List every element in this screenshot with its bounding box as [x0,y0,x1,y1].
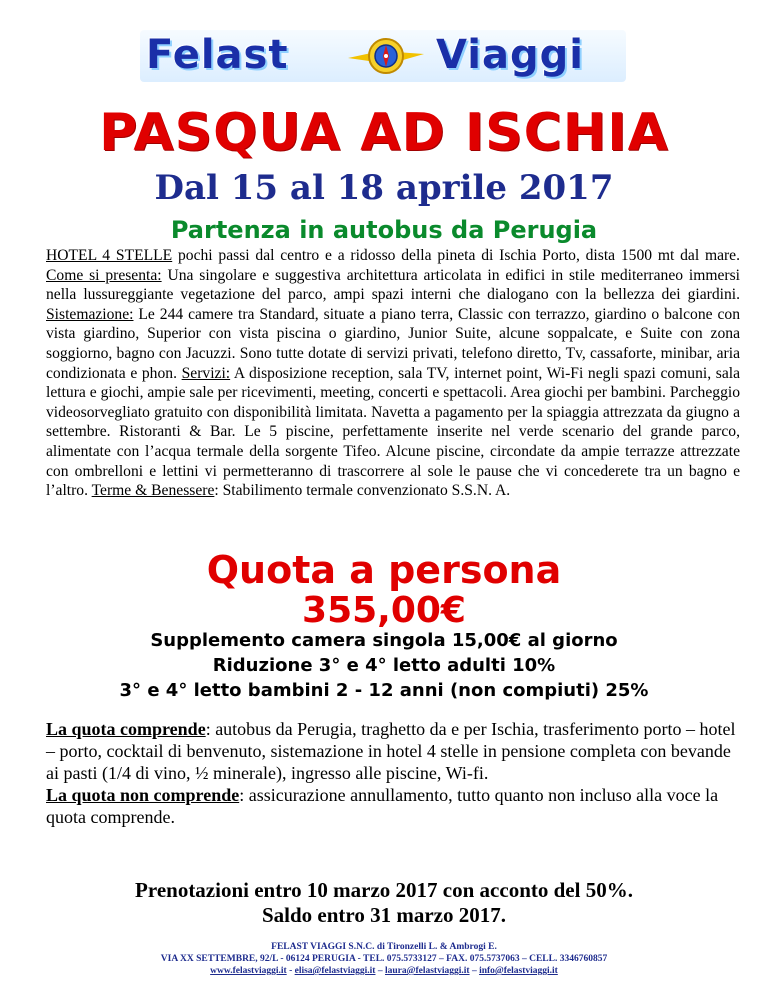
single-room-supplement: Supplemento camera singola 15,00€ al giorno [150,630,618,651]
price-value: 355,00€ [302,590,466,631]
separator: – [375,966,385,976]
balance-deadline: Saldo entro 31 marzo 2017. [261,903,506,927]
price-heading: Quota a persona [206,548,562,592]
terme-label: Terme & Benessere [91,482,215,500]
child-bed-reduction: 3° e 4° letto bambini 2 - 12 anni (non compiuti) 25% [119,680,649,701]
compass-icon [346,32,426,80]
footer-contacts [0,965,768,977]
departure-info: Partenza in autobus da Perugia [170,216,598,244]
email-link-laura[interactable]: laura@felastviaggi.it [384,966,470,976]
hotel-description [46,246,740,501]
servizi-label: Servizi: [181,364,231,382]
separator: - [286,966,295,976]
includes-text: : autobus da Perugia, traghetto da e per Ischia, trasferimento porto – hotel – porto, cocktail di benvenuto, sistemazione in hotel 4 stelle in pensione completa con bevande ai pasti (1/4 di vino, ½ minerale), ingresso alle piscine, Wi-fi. [46,719,736,783]
presenta-label: Come si presenta: [46,266,162,284]
sistemazione-text: Le 244 camere tra Standard, situate a piano terra, Classic con terrazzo, giardino o balcone con vista giardino, Superior con vista piscina o giardino, Junior Suite, alcune soppalcate, e Suite con zona soggiorno, bagno con Jacuzzi. Sono tutte dotate di servizi privati, telefono diretto, Tv, cassaforte, minibar, aria condizionata e phon. [46,305,740,382]
booking-deadline: Prenotazioni entro 10 marzo 2017 con acconto del 50%. [135,878,633,902]
footer-address: VIA XX SETTEMBRE, 92/L - 06124 PERUGIA - TEL. 075.5733127 – FAX. 075.5737063 – CELL. 3346760857 [160,954,608,964]
logo-text-viaggi: Viaggi [436,32,584,78]
trip-dates: Dal 15 al 18 aprile 2017 [154,168,614,208]
website-link[interactable]: www.felastviaggi.it [210,966,287,976]
email-link-elisa[interactable]: elisa@felastviaggi.it [294,966,376,976]
hotel-text: pochi passi dal centro e a ridosso della pineta di Ischia Porto, dista 1500 mt dal mare. [172,247,741,264]
servizi-text: A disposizione reception, sala TV, internet point, Wi-Fi negli spazi comuni, sala lettura e giochi, ampie sale per ricevimenti, meeting, concerti e spettacoli. Area giochi per bambini. Parcheggio videosorvegliato gratuito con disponibilità limitata. Navetta a pagamento per la spiaggia attrezzata da giugno a settembre. Ristoranti & Bar. Le 5 piscine, perfettamente inserite nel verde scenario del grande parco, alimentate con l’acqua termale della sorgente Tifeo. Alcune piscine, circondate da ampie terrazze attrezzate con ombrelloni e lettini vi permetteranno di trascorrere al sole le pause che vi concederete tra un bagno e l’altro. [46,364,741,500]
email-link-info[interactable]: info@felastviaggi.it [479,966,558,976]
includes-label: La quota comprende [46,719,206,739]
adult-bed-reduction: Riduzione 3° e 4° letto adulti 10% [212,655,556,676]
footer-company: FELAST VIAGGI S.N.C. di Tironzelli L. & Ambrogi E. [271,942,497,952]
quote-includes [46,718,740,784]
agency-logo [140,30,626,82]
logo-text-felast: Felast [146,32,289,78]
page-title: PASQUA AD ISCHIA [99,103,669,163]
separator: – [469,966,480,976]
hotel-label: HOTEL 4 STELLE [46,247,173,264]
excludes-text: : assicurazione annullamento, tutto quanto non incluso alla voce la quota comprende. [46,785,719,827]
quote-excludes [46,784,740,828]
presenta-text: Una singolare e suggestiva architettura articolata in edifici in stile mediterraneo immersi nella lussureggiante vegetazione del parco, ampi spazi interni che dialogano con la bellezza dei giardini. [46,266,740,304]
excludes-label: La quota non comprende [46,785,240,805]
quote-details [46,718,740,828]
sistemazione-label: Sistemazione: [46,305,134,323]
terme-text: : Stabilimento termale convenzionato S.S.N. A. [214,482,511,500]
